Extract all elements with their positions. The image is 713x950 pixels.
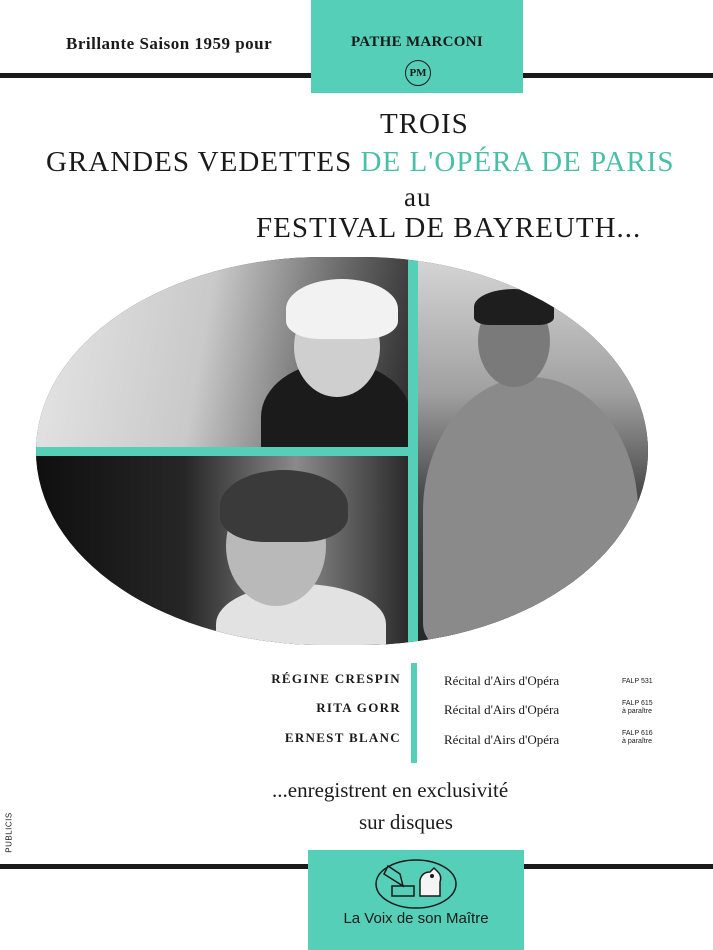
portrait-composite bbox=[36, 257, 648, 645]
divider-vertical bbox=[408, 257, 418, 645]
catalog-number: FALP 531 bbox=[622, 678, 653, 685]
pm-logo-icon: PM bbox=[405, 60, 431, 86]
headline-line4: FESTIVAL DE BAYREUTH... bbox=[256, 212, 642, 244]
record-title: Récital d'Airs d'Opéra bbox=[444, 732, 560, 747]
artist-name: RITA GORR bbox=[316, 700, 401, 715]
release-note: à paraître bbox=[622, 738, 652, 745]
gramophone-dog-icon bbox=[374, 856, 458, 910]
footer-label: La Voix de son Maître bbox=[343, 910, 489, 927]
header-rule-left bbox=[0, 73, 311, 78]
artist-name: RÉGINE CRESPIN bbox=[271, 671, 401, 686]
gorr-photo bbox=[36, 456, 408, 645]
season-text: Brillante Saison 1959 pour bbox=[66, 34, 273, 53]
gorr-hair-shape bbox=[220, 470, 348, 542]
tagline-line2: sur disques bbox=[359, 810, 453, 834]
artist-name: ERNEST BLANC bbox=[284, 730, 401, 745]
headline-line2 bbox=[46, 146, 675, 179]
catalog-number bbox=[622, 700, 653, 716]
catalog-code: FALP 615 bbox=[622, 700, 653, 707]
divider-horizontal bbox=[36, 447, 408, 456]
credits-divider bbox=[411, 663, 417, 763]
headline-line1: TROIS bbox=[380, 108, 469, 140]
footer-panel bbox=[308, 850, 524, 950]
catalog-number bbox=[622, 730, 653, 746]
brand-panel bbox=[311, 0, 523, 93]
blanc-hair-shape bbox=[474, 289, 554, 325]
catalog-code: FALP 616 bbox=[622, 730, 653, 737]
record-title: Récital d'Airs d'Opéra bbox=[444, 673, 560, 688]
footer-rule-left bbox=[0, 864, 308, 869]
headline-line2-black: GRANDES VEDETTES bbox=[46, 146, 353, 178]
record-title: Récital d'Airs d'Opéra bbox=[444, 702, 560, 717]
headline-line3: au bbox=[404, 182, 432, 212]
brand-name: PATHE MARCONI bbox=[350, 34, 484, 50]
agency-credit: PUBLICIS bbox=[4, 812, 14, 853]
blanc-photo bbox=[418, 257, 648, 645]
blanc-costume-shape bbox=[423, 377, 638, 645]
crespin-photo bbox=[36, 257, 408, 447]
tagline-line1: ...enregistrent en exclusivité bbox=[272, 778, 509, 802]
footer-rule-right bbox=[524, 864, 713, 869]
header-rule-right bbox=[523, 73, 713, 78]
crespin-hair-shape bbox=[286, 279, 398, 339]
headline-line2-teal: DE L'OPÉRA DE PARIS bbox=[360, 146, 675, 178]
release-note: à paraître bbox=[622, 708, 652, 715]
